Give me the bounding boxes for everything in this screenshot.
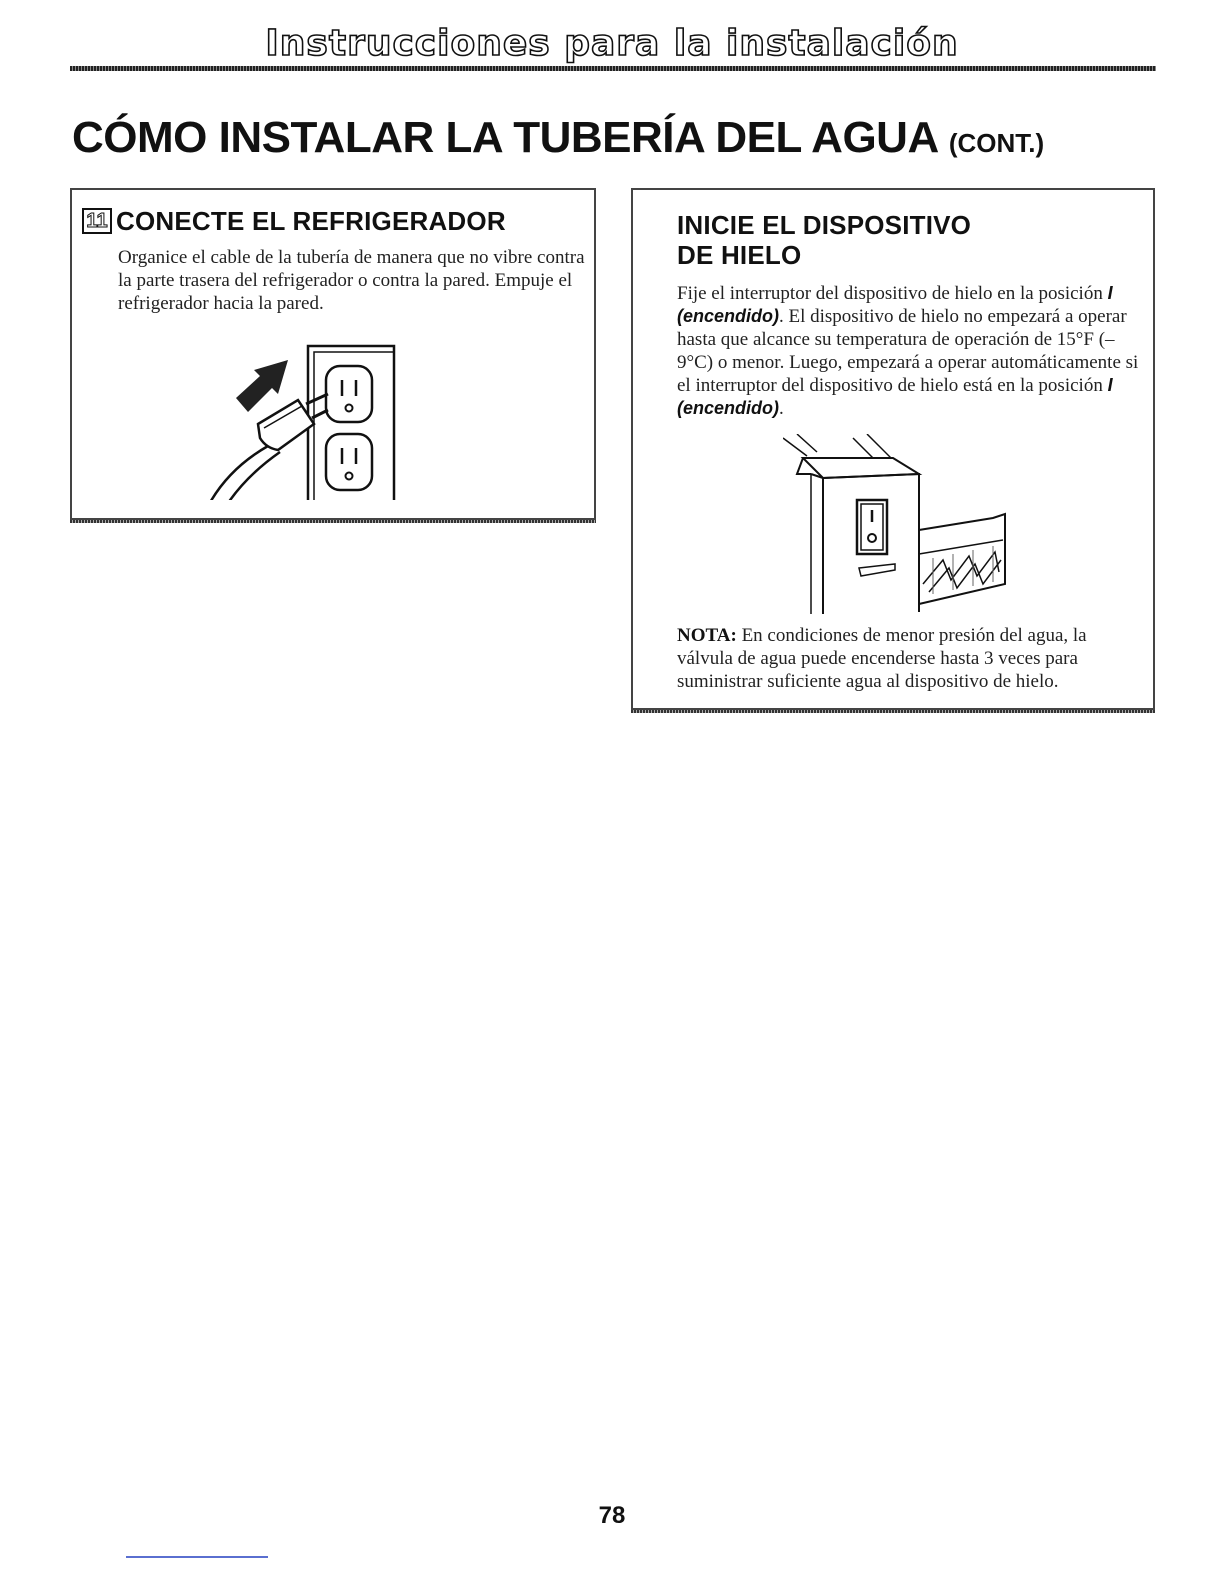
section-title: CONECTE EL REFRIGERADOR <box>116 206 506 236</box>
step-number-badge: 11 <box>82 208 112 234</box>
instruction-text-part1: Fije el interruptor del dispositivo de hielo en la posición <box>677 283 1108 304</box>
step-heading <box>82 206 506 236</box>
page-number: 78 <box>598 1502 626 1529</box>
instruction-text-part3: . <box>779 398 784 419</box>
connect-refrigerator-box <box>70 188 596 520</box>
page-title-text: CÓMO INSTALAR LA TUBERÍA DEL AGUA <box>72 113 938 162</box>
icemaker-switch-icon <box>783 434 1013 619</box>
section-title-line2: DE HIELO <box>677 240 802 270</box>
instruction-text: Organice el cable de la tubería de manera que no vibre contra la parte trasera del refrigerador o contra la pared. Empuje el refrigerador hacia la pared. <box>118 247 585 314</box>
plug-into-outlet-icon <box>186 320 476 505</box>
instruction-text-part2: . El dispositivo de hielo no empezará a operar hasta que alcance su temperatura de operación de 15°F (–9°C) o menor. Luego, empezará a operar automáticamente si el interruptor del dispositivo de hielo está en la posición <box>677 306 1139 396</box>
note-body: En condiciones de menor presión del agua, la válvula de agua puede encenderse hasta 3 veces para suministrar suficiente agua al dispositivo de hielo. <box>677 625 1087 692</box>
section-title-line1: INICIE EL DISPOSITIVO <box>677 210 972 240</box>
page-title <box>72 112 1044 169</box>
note-label: NOTA: <box>677 625 737 646</box>
section-title <box>677 210 1117 270</box>
header-rule <box>70 66 1156 71</box>
instruction-text <box>677 282 1145 420</box>
page-title-suffix: (CONT.) <box>948 128 1045 158</box>
footer-rule <box>126 1556 268 1558</box>
note-text <box>677 624 1145 693</box>
start-icemaker-box <box>631 188 1155 710</box>
on-position-label-2: I (encendido) <box>677 375 1113 418</box>
on-position-label: I (encendido) <box>677 283 1113 326</box>
header-title: Instrucciones para la instalación <box>265 23 959 64</box>
